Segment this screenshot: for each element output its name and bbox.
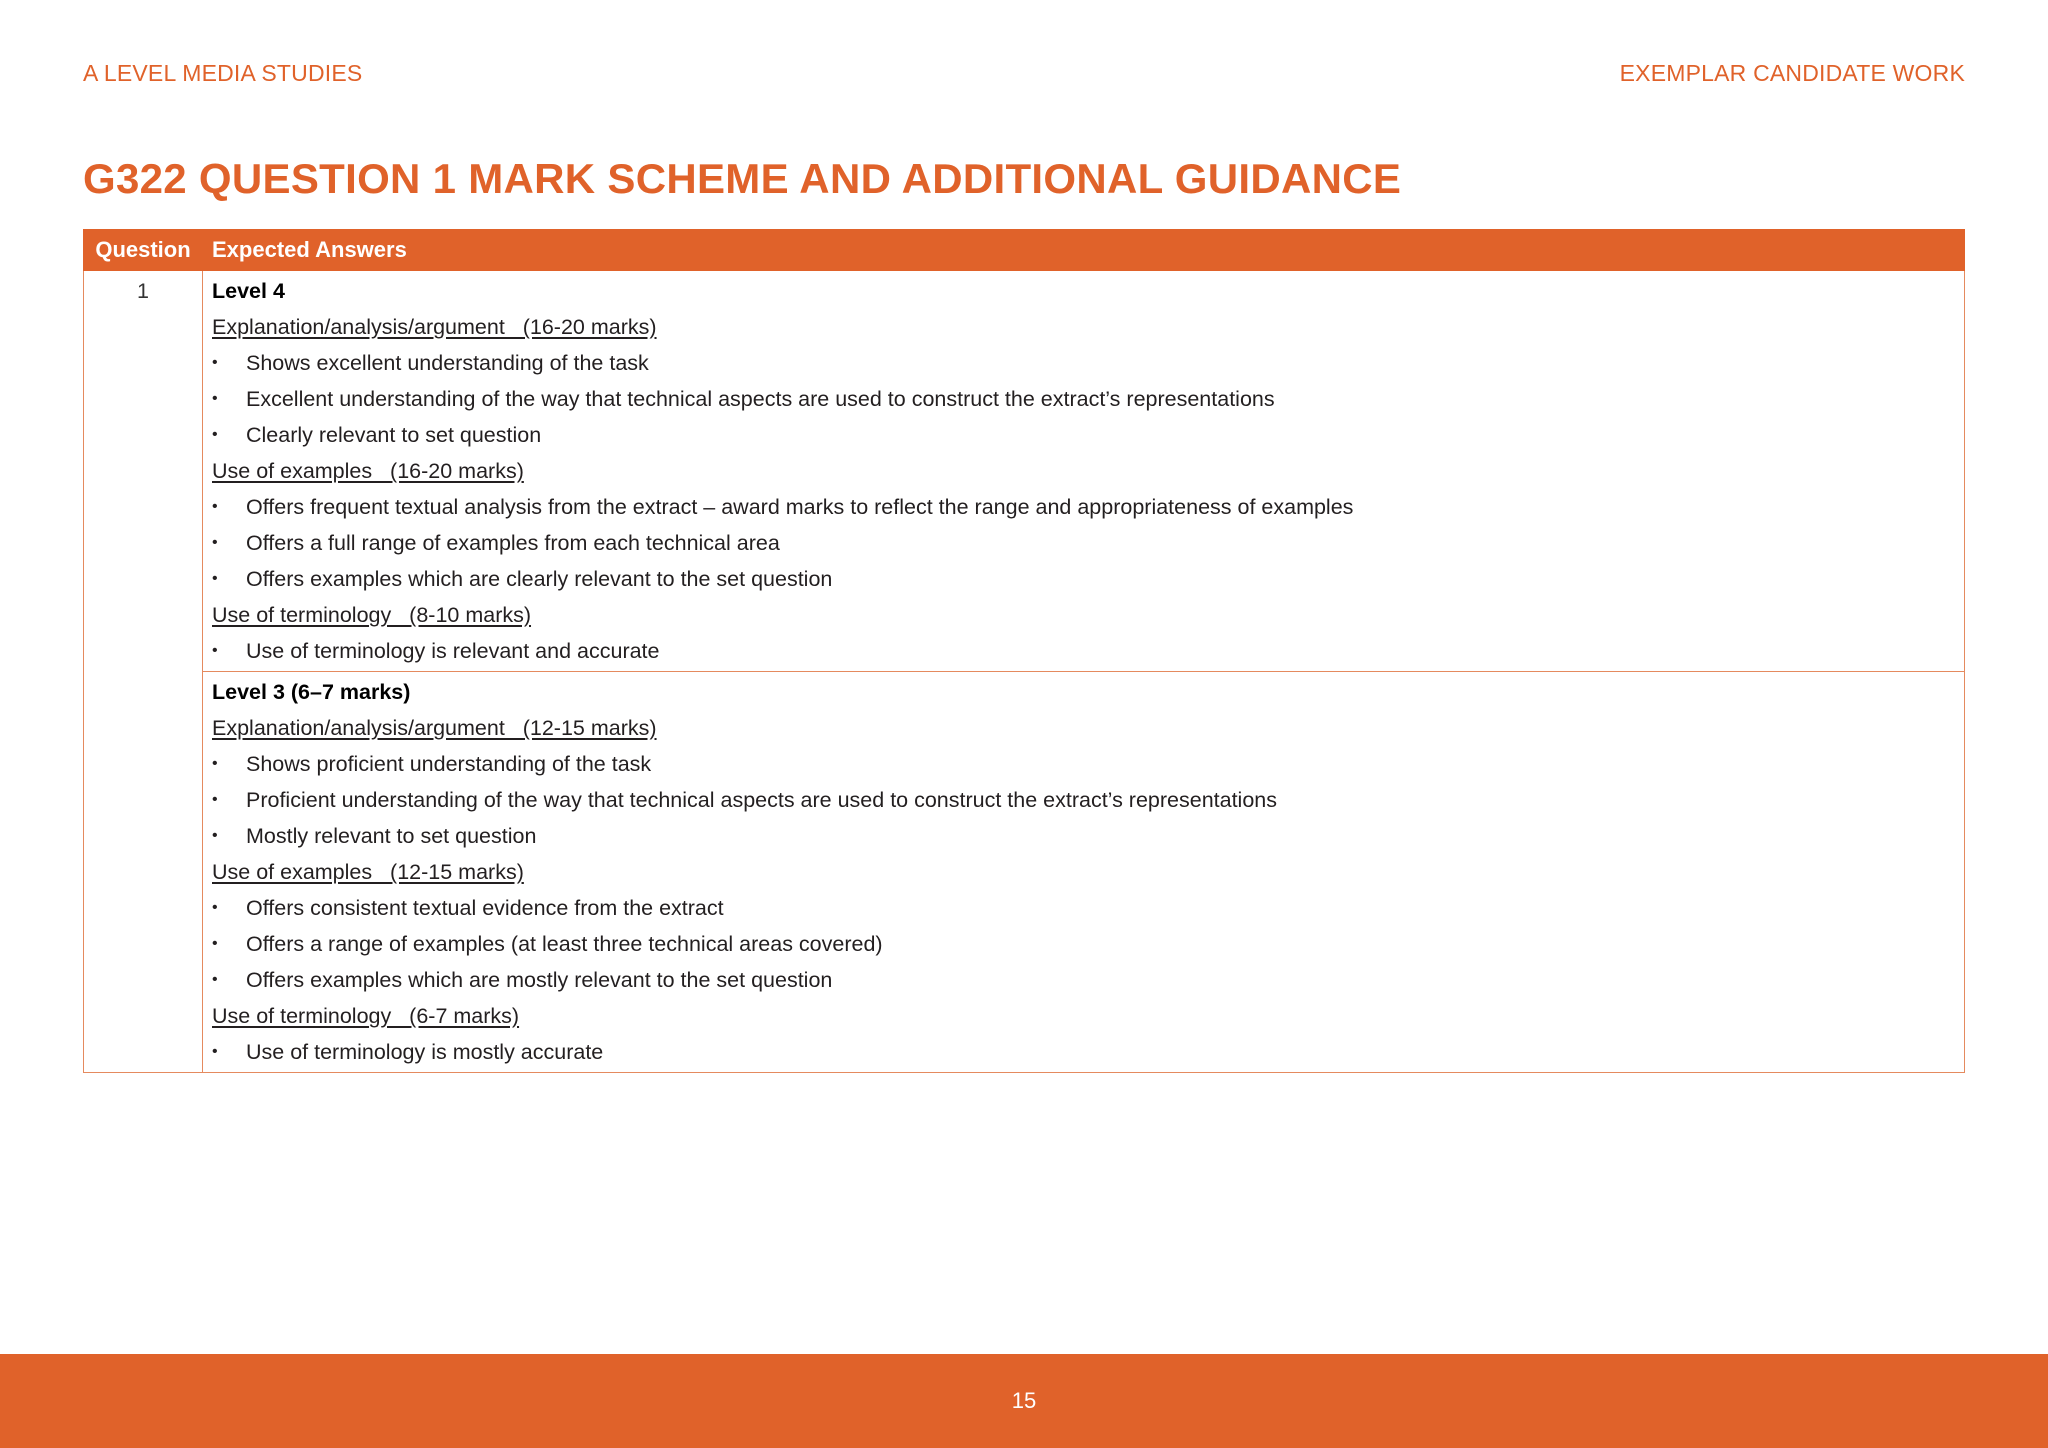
- bullet-icon: •: [212, 426, 218, 443]
- level-heading: Level 4: [212, 279, 285, 303]
- list-item: • Offers consistent textual evidence from the extract: [212, 890, 1955, 926]
- bullet-list: [212, 345, 1955, 453]
- bullet-icon: •: [212, 534, 218, 551]
- list-item: • Offers frequent textual analysis from the extract – award marks to reflect the range and appropriateness of examples: [212, 489, 1955, 525]
- bullet-list: [212, 746, 1955, 854]
- column-header-question: Question: [84, 230, 203, 271]
- criterion-label: Use of terminology (6-7 marks): [212, 1004, 520, 1028]
- bullet-list: [212, 890, 1955, 998]
- criterion-label: Use of examples (16-20 marks): [212, 459, 524, 483]
- bullet-icon: •: [212, 899, 218, 916]
- bullet-icon: •: [212, 827, 218, 844]
- table-row: [84, 271, 1965, 672]
- page-title: G322 QUESTION 1 MARK SCHEME AND ADDITIONAL GUIDANCE: [83, 155, 1402, 202]
- bullet-icon: •: [212, 570, 218, 587]
- footer-band: [0, 1354, 2048, 1448]
- list-item: • Use of terminology is mostly accurate: [212, 1034, 1955, 1070]
- list-item: • Shows excellent understanding of the task: [212, 345, 1955, 381]
- bullet-icon: •: [212, 971, 218, 988]
- criterion-label: Use of terminology (8-10 marks): [212, 603, 532, 627]
- bullet-list: [212, 1034, 1955, 1070]
- level-cell-level-3: [203, 672, 1965, 1073]
- list-item: • Use of terminology is relevant and accurate: [212, 633, 1955, 669]
- bullet-icon: •: [212, 1043, 218, 1060]
- list-item: • Shows proficient understanding of the task: [212, 746, 1955, 782]
- bullet-icon: •: [212, 498, 218, 515]
- bullet-list: [212, 489, 1955, 597]
- running-head-subject: A LEVEL MEDIA STUDIES: [83, 60, 363, 86]
- list-item: • Clearly relevant to set question: [212, 417, 1955, 453]
- question-number: 1: [84, 271, 203, 1073]
- criterion-label: Use of examples (12-15 marks): [212, 860, 524, 884]
- bullet-icon: •: [212, 390, 218, 407]
- list-item: • Offers examples which are mostly relevant to the set question: [212, 962, 1955, 998]
- list-item: • Offers a range of examples (at least three technical areas covered): [212, 926, 1955, 962]
- bullet-icon: •: [212, 935, 218, 952]
- list-item: • Offers examples which are clearly relevant to the set question: [212, 561, 1955, 597]
- bullet-icon: •: [212, 642, 218, 659]
- criterion-label: Explanation/analysis/argument (12-15 marks): [212, 716, 657, 740]
- bullet-icon: •: [212, 755, 218, 772]
- mark-scheme-table: [83, 229, 1965, 1073]
- list-item: • Mostly relevant to set question: [212, 818, 1955, 854]
- table-row: [84, 672, 1965, 1073]
- level-heading: Level 3 (6–7 marks): [212, 680, 411, 704]
- column-header-expected-answers: Expected Answers: [203, 230, 1965, 271]
- level-cell-level-4: [203, 271, 1965, 672]
- list-item: • Offers a full range of examples from each technical area: [212, 525, 1955, 561]
- bullet-list: [212, 633, 1955, 669]
- running-head-section: EXEMPLAR CANDIDATE WORK: [1619, 60, 1965, 86]
- list-item: • Excellent understanding of the way that technical aspects are used to construct the extract’s representations: [212, 381, 1955, 417]
- table-header-row: [84, 230, 1965, 271]
- page-number: 15: [1011, 1388, 1037, 1413]
- bullet-icon: •: [212, 791, 218, 808]
- list-item: • Proficient understanding of the way that technical aspects are used to construct the extract’s representations: [212, 782, 1955, 818]
- criterion-label: Explanation/analysis/argument (16-20 marks): [212, 315, 657, 339]
- bullet-icon: •: [212, 354, 218, 371]
